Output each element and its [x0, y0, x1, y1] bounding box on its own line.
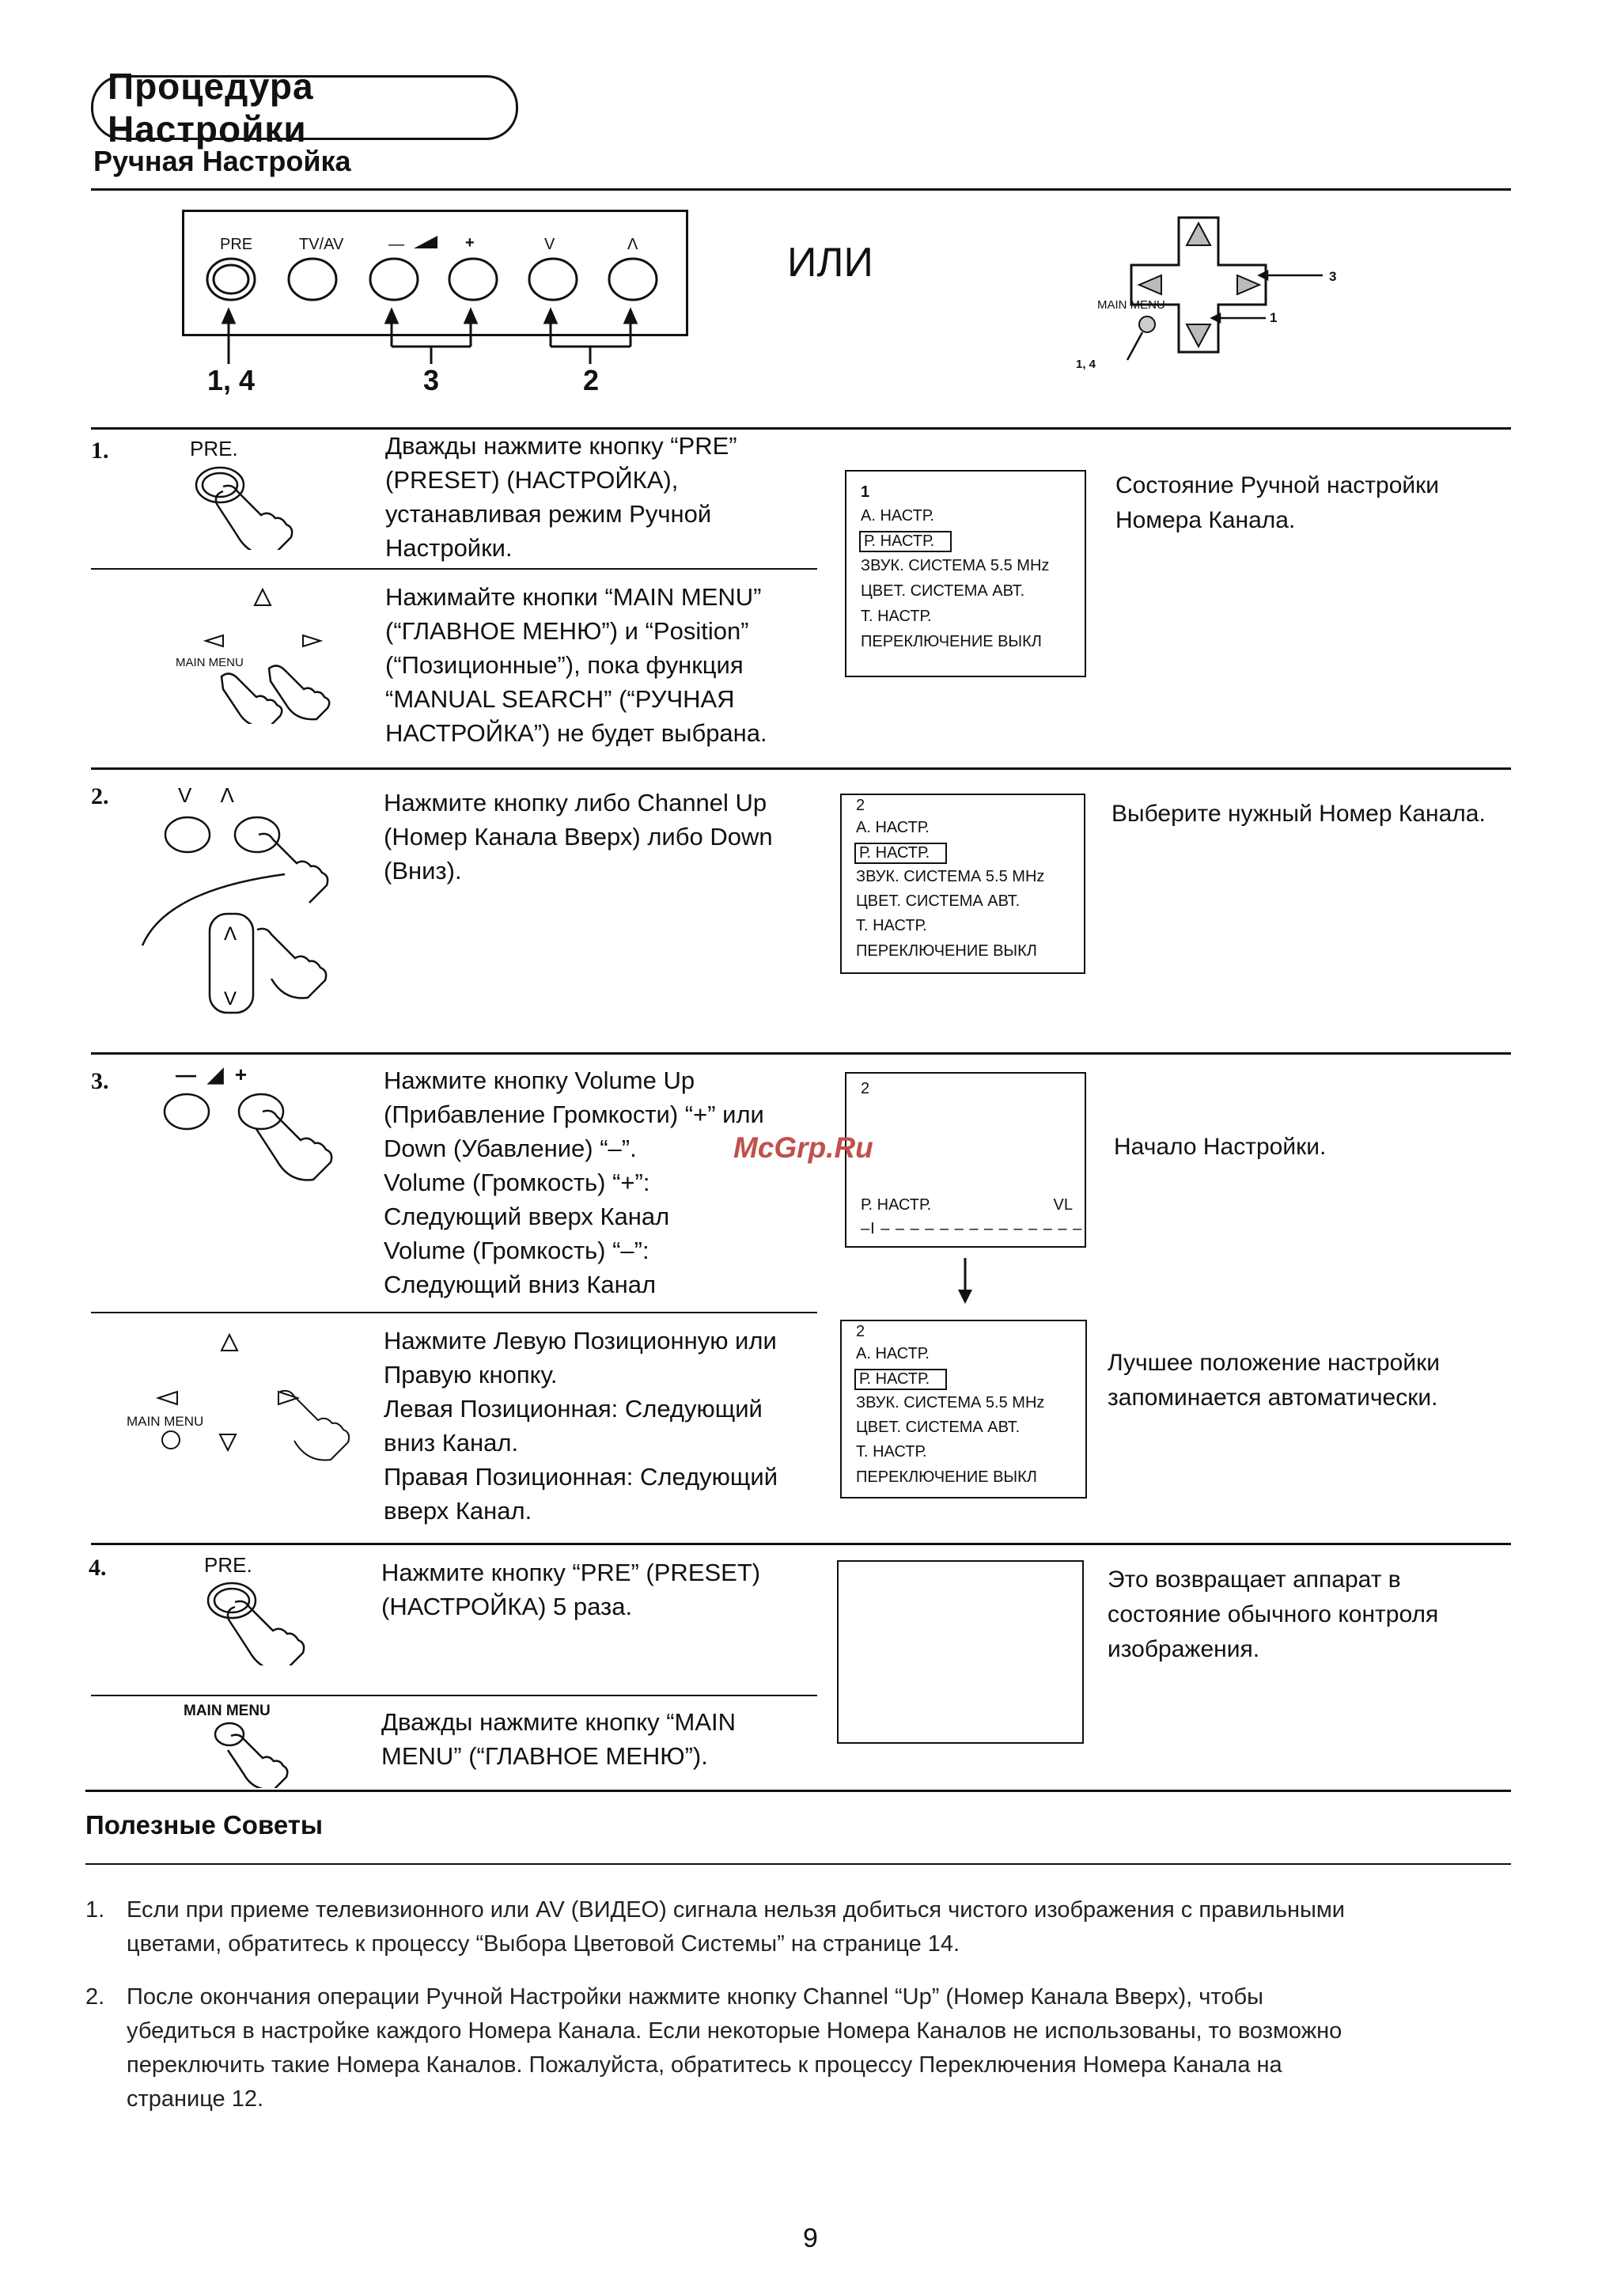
osd-line: ЦВЕТ. СИСТЕМА АВТ. — [856, 892, 1021, 910]
osd-line-selected: Р. НАСТР. — [854, 843, 947, 864]
or-label: ИЛИ — [787, 240, 873, 286]
button-label-ch-up: Λ — [627, 236, 638, 253]
remote-callout-1: 1 — [1270, 310, 1278, 325]
tips-title: Полезные Советы — [85, 1810, 324, 1839]
volume-keys-icon — [158, 1088, 364, 1207]
osd-line: 2 — [861, 1080, 870, 1097]
osd-line: VL — [1053, 1196, 1073, 1214]
ch-down-glyph: V — [224, 988, 237, 1010]
nav-keys-icon — [127, 1325, 364, 1468]
osd-line: ЗВУК. СИСТЕМА 5.5 MHz — [856, 868, 1045, 885]
hand-press-icon — [206, 1717, 301, 1788]
nav-keys-icon — [174, 582, 332, 724]
callout-3: 3 — [423, 364, 440, 396]
osd-tuning-bar: –I – – – – – – – – – – – – – – — [861, 1220, 1083, 1237]
osd-line-selected: Р. НАСТР. — [854, 1369, 947, 1390]
step-icon-label: V Λ — [178, 783, 234, 807]
step-number: 1. — [91, 438, 109, 464]
osd-line: ЗВУК. СИСТЕМА 5.5 MHz — [856, 1394, 1045, 1411]
left-arrow-icon — [1139, 275, 1161, 294]
osd-line: ЦВЕТ. СИСТЕМА АВТ. — [856, 1419, 1021, 1436]
page-number: 9 — [803, 2223, 818, 2253]
ch-up-button — [609, 259, 657, 300]
osd-screen-search — [845, 1072, 1086, 1248]
ch-up-glyph: Λ — [224, 923, 237, 945]
divider — [91, 1312, 817, 1313]
main-menu-label: MAIN MENU — [127, 1414, 204, 1429]
step-text: Дважды нажмите кнопку “PRE” (PRESET) (НАСТРОЙКА), устанавливая режим Ручной Настройки. — [385, 432, 737, 562]
osd-line: 2 — [856, 797, 865, 814]
button-label-ch-down: V — [544, 236, 555, 253]
osd-line: 1 — [861, 483, 870, 501]
step-note: Начало Настройки. — [1114, 1134, 1327, 1160]
watermark: McGrp.Ru — [733, 1131, 873, 1164]
step-alt-text: Нажмите Левую Позиционную или Правую кнопку. Левая Позиционная: Следующий вниз Канал. Правая Позиционная: Следующий вверх Канал. — [384, 1327, 778, 1525]
tip-number: 1. — [85, 1897, 105, 1923]
step-text: Нажмите кнопку “PRE” (PRESET) (НАСТРОЙКА) 5 раза. — [381, 1559, 761, 1620]
osd-line: А. НАСТР. — [856, 1345, 930, 1362]
divider — [91, 188, 1511, 191]
step-note: Это возвращает аппарат в состояние обычного контроля изображения. — [1108, 1567, 1439, 1662]
osd-line: А. НАСТР. — [856, 819, 930, 836]
remote-dpad-svg — [1076, 206, 1345, 380]
osd-line: ЗВУК. СИСТЕМА 5.5 MHz — [861, 557, 1050, 574]
osd-line: ПЕРЕКЛЮЧЕНИЕ ВЫКЛ — [856, 942, 1037, 960]
right-arrow-icon — [1237, 275, 1259, 294]
main-menu-label: MAIN MENU — [184, 1703, 271, 1719]
button-label-vol-plus: + — [465, 234, 475, 252]
osd-line: Р. НАСТР. — [861, 1196, 932, 1214]
divider — [91, 1695, 817, 1696]
callout-1-4: 1, 4 — [207, 364, 256, 396]
osd-line-selected: Р. НАСТР. — [859, 531, 952, 552]
main-menu-button — [1139, 316, 1155, 332]
hand-press-icon — [190, 463, 301, 550]
divider — [91, 1052, 1511, 1055]
osd-screen — [840, 1320, 1087, 1498]
hand-press-icon — [202, 1578, 312, 1665]
ch-down-button — [529, 259, 577, 300]
step-alt-text: Нажимайте кнопки “MAIN MENU” (“ГЛАВНОЕ МЕНЮ”) и “Position” (“Позиционные”), пока функция “MANUAL SEARCH” (“РУЧНАЯ НАСТРОЙКА”) не будет выбрана. — [385, 583, 767, 747]
down-arrow-icon — [1187, 324, 1210, 347]
vol-plus-button — [449, 259, 497, 300]
callout-2: 2 — [583, 364, 600, 396]
button-label-pre: PRE — [220, 236, 253, 253]
divider — [85, 1863, 1511, 1865]
channel-keys-icon — [138, 811, 376, 1025]
vol-minus-button — [370, 259, 418, 300]
step-note: Выберите нужный Номер Канала. — [1111, 801, 1486, 827]
step-note: Лучшее положение настройки запоминается автоматически. — [1108, 1350, 1440, 1411]
tip-text: Если при приеме телевизионного или AV (ВИДЕО) сигнала нельзя добиться чистого изображения с правильными цветами, обратитесь к процессу “Выбора Цветовой Системы” на странице 14. — [127, 1897, 1345, 1957]
button-label-vol-minus: — — [388, 236, 404, 253]
osd-line: Т. НАСТР. — [861, 608, 932, 625]
osd-line: 2 — [856, 1323, 865, 1340]
page-title: Процедура Настройки — [91, 75, 518, 140]
osd-line: ПЕРЕКЛЮЧЕНИЕ ВЫКЛ — [856, 1468, 1037, 1486]
osd-screen — [840, 794, 1085, 974]
button-label-tvav: TV/AV — [299, 236, 344, 253]
step-note: Состояние Ручной настройки Номера Канала. — [1115, 472, 1440, 533]
step-text: Нажмите кнопку либо Channel Up (Номер Канала Вверх) либо Down (Вниз). — [384, 789, 773, 885]
osd-line: ПЕРЕКЛЮЧЕНИЕ ВЫКЛ — [861, 633, 1042, 650]
step-number: 3. — [91, 1068, 109, 1094]
osd-screen — [845, 470, 1086, 677]
step-number: 2. — [91, 783, 109, 809]
section-subtitle: Ручная Настройка — [93, 145, 351, 177]
osd-line: Т. НАСТР. — [856, 1443, 927, 1461]
step-icon-label: PRE. — [190, 437, 238, 460]
divider — [85, 1790, 1511, 1792]
main-menu-label: MAIN MENU — [176, 656, 244, 669]
divider — [91, 1543, 1511, 1545]
remote-callout-3: 3 — [1329, 269, 1337, 284]
remote-main-menu-label: MAIN MENU — [1097, 298, 1165, 312]
down-arrow-icon — [953, 1258, 977, 1305]
step-number: 4. — [89, 1555, 107, 1581]
step-alt-text: Дважды нажмите кнопку “MAIN MENU” (“ГЛАВНОЕ МЕНЮ”). — [381, 1708, 737, 1770]
step-text: Нажмите кнопку Volume Up (Прибавление Громкости) “+” или Down (Убавление) “–”. Volume (Громкость) “+”: Следующий вверх Канал Volume (Громкость) “–”: Следующий вниз Канал — [384, 1067, 764, 1298]
up-arrow-icon — [1187, 223, 1210, 245]
osd-line: А. НАСТР. — [861, 507, 934, 525]
divider — [91, 767, 1511, 770]
step-icon-label: — ◢ + — [176, 1063, 248, 1086]
divider — [91, 568, 817, 570]
osd-line: ЦВЕТ. СИСТЕМА АВТ. — [861, 582, 1025, 600]
blank-screen — [837, 1560, 1084, 1744]
tip-text: После окончания операции Ручной Настройки нажмите кнопку Channel “Up” (Номер Канала Вверх), чтобы убедиться в настройке каждого Номера Канала. Если некоторые Номера Каналов не использованы, то возможно переключить такие Номера Каналов. Пожалуйста, обратитесь к процессу Переключения Номера Канала на странице 12. — [127, 1984, 1342, 2112]
remote-callout-1-4: 1, 4 — [1076, 358, 1096, 371]
step-icon-label: PRE. — [204, 1553, 252, 1577]
panel-callout-arrows — [182, 301, 688, 372]
tip-number: 2. — [85, 1984, 105, 2010]
tvav-button — [289, 259, 336, 300]
osd-line: Т. НАСТР. — [856, 917, 927, 934]
